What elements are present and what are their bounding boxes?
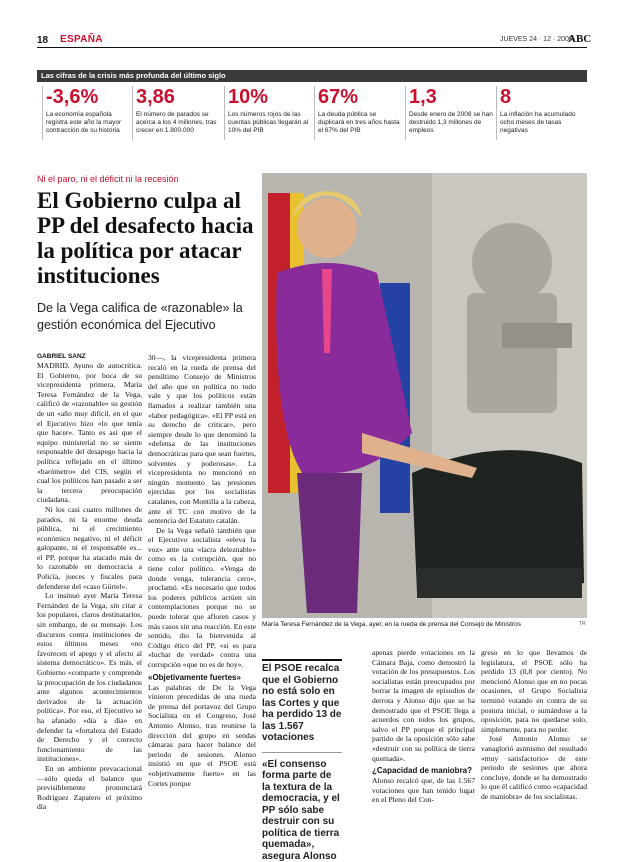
section-label: ESPAÑA [60,34,103,45]
stat-jobs [405,86,493,140]
header-rule [37,47,587,48]
pull-quote: «El consenso forma parte de la textura de la democracia, y el PP sólo sabe destruir con su política de tierra quemada», asegura Alonso [262,752,342,862]
stat-value: 10% [228,86,312,108]
paragraph: 30—, la vicepresidenta primera recaló en la rueda de prensa del penúltimo Consejo de Ministros del año que en política no todo vale y que los políticos están llamados a realizar también una «labor pedagógica». «El PP está en su derecho de criticar», pero siempre desde lo que denominó la «defensa de las instituciones democráticas para que sean fuertes, solventes y poderosas». La vicepresidenta no mencionó en ningún momento las presiones ejercidas por los socialistas catalanes, con Montilla a la cabeza, ante el TC con motivo de la sentencia del Estatuto catalán. [148,353,256,526]
stat-debt [314,86,402,140]
paragraph: apenas pierde votaciones en la Cámara Baja, como demostró la votación de los presupuestos. Los socialistas están preocupados por borrar la imagen de episodios de derrota y Alonso dijo que se ha demostrado que el PSOE llega a acuerdos con todos los grupos, salvo el PP porque el principal partido de la oposición sólo sabe «destruir con su política de tierra quemada». [372,648,475,763]
paragraph: José Antonio Alonso se vanaglorió asimismo del resultado «muy satisfactorio» de este periodo de sesiones que ahora concluye, donde se ha demostrado lo que él calificó como «capacidad de maniobra» de los socialistas. [481,734,587,801]
pull-highlight: El PSOE recalca que el Gobierno no está solo en las Cortes y que ha perdido 13 de las 1.567 votaciones [262,663,342,744]
stat-text: Desde enero de 2008 se han destruido 1,3 millones de empleos [409,111,493,135]
article-kicker: Ni el paro, ni el déficit ni la recesión [37,174,179,184]
stat-text: La deuda pública se duplicará en tres años hasta el 67% del PIB [318,111,402,135]
article-photo [262,173,587,618]
stat-text: Los números rojos de las cuentas públicas llegarán al 10% del PIB [228,111,312,135]
pull-quote-box [262,659,342,862]
paragraph: Las palabras de De la Vega vinieron precedidas de una rueda de prensa del portavoz del Grupo Socialista en el Congreso, José Antonio Alonso, tras reunirse la dirección del grupo en sendas cámaras para hacer balance del periodo de sesiones. Alonso insistió en que el PSOE está «objetivamente fuerte» en las Cortes porque [148,683,256,789]
stat-inflation [496,86,586,140]
paragraph: De la Vega señaló también que el Ejecutivo socialista «eleva la voz» ante una «lacra deleznable» como es la corrupción, que no tiene color político. «Venga de donde venga, tolerancia cero», proclamó. «Es necesario que todos los poderes públicos actúen sin contemplaciones porque no se puede tolerar que afloren casos y más casos sin una reacción. En este sentido, dio la bienvenida al Código ético del PP, «si es para «luchar de verdad» contra una corrupción «que no es de hoy». [148,526,256,670]
stat-value: 3,86 [136,86,222,108]
stat-value: 1,3 [409,86,493,108]
stat-deficit [224,86,312,140]
photo-caption: María Teresa Fernández de la Vega, ayer, en la rueda de prensa del Consejo de Ministros [262,621,582,628]
paragraph: MADRID. Ayuno de autocrítica. El Gobierno, por boca de su vicepresidenta primera, María Teresa Fernández de la Vega, calificó de «razonable» su gestión de un «año muy difícil, en el que el Ejecutivo hizo «lo que tenía que hacer». Tanto es así que el equipo ministerial no se siente responsable del desapego hacia la política reflejado en el último «barómetro» del CIS, según el cual los políticos han pasado a ser la tercera preocupación ciudadana. [37,361,142,505]
paragraph: greso en lo que llevamos de legislatura, el PSOE sólo ha perdido 13 (0,8 por ciento). No mencionó Alonso que en no pocas ocasiones, el Grupo Socialista terminó votando en contra de su postura inicial, o sumándose a la oposición, para no quedarse solo, simplemente, para no perder. [481,648,587,734]
article-byline: GABRIEL SANZ [37,353,142,360]
stat-value: 67% [318,86,402,108]
paragraph: Ni los casi cuatro millones de parados, ni la enorme deuda pública, ni el crecimiento económico negativo, ni el déficit galopante, ni el responsable es... el PP, porque ha atacado más de lo razonable en democracia a Policía, jueces y fiscales para defenderse del «caso Gürtel». [37,505,142,591]
article-column-4 [372,648,475,843]
page-number: 18 [37,35,48,46]
photo-credit: TR [579,621,586,627]
section-subtitle: ¿Capacidad de maniobra? [372,766,475,775]
article-headline: El Gobierno culpa al PP del desafecto hacia la política por atacar instituciones [37,188,262,288]
article-column-5 [481,648,587,843]
stat-unemployed [132,86,222,140]
stat-value: -3,6% [46,86,130,108]
paragraph: Lo insinuó ayer María Teresa Fernández de la Vega, sin citar a los populares, claros destinatarios, sin embargo, de su mensaje. Los discursos contra instituciones de estos últimos meses «no favorecen el apego y el afecto al sistema democrático». Es más, el Gobierno «comparte y comprende la preocupación de los ciudadanos ante algunos acontecimientos derivados de la actuación política». Por eso, el Ejecutivo se ha afanado «día a día» en defender la «fortaleza del Estado de Derecho y el correcto funcionamiento de las instituciones». [37,591,142,764]
publication-date: JUEVES 24 · 12 · 2009 [500,36,573,43]
article-column-2 [148,353,256,843]
article-subhead: De la Vega califica de «razonable» la gestión económica del Ejecutivo [37,300,262,334]
stat-text: La inflación ha acumulado ocho meses de tasas negativas [500,111,586,135]
stats-strip-title: Las cifras de la crisis más profunda del último siglo [37,70,587,82]
stat-contraction [42,86,130,140]
newspaper-logo: ABC [568,33,591,45]
stat-text: La economía española registra este año la mayor contracción de su historia [46,111,130,135]
paragraph: Alonso recalcó que, de las 1.567 votaciones que han tenido lugar en el Pleno del Con- [372,776,475,805]
section-subtitle: «Objetivamente fuertes» [148,673,256,682]
stat-value: 8 [500,86,586,108]
stat-text: El número de parados se acerca a los 4 millones, tras crecer en 1.800.000 [136,111,222,135]
photo-illustration [262,173,587,618]
paragraph: En un ambiente prevacacional —sólo queda el balance que previsiblemente pronunciará Rodríguez Zapatero el próximo día [37,764,142,812]
article-column-1 [37,353,142,843]
